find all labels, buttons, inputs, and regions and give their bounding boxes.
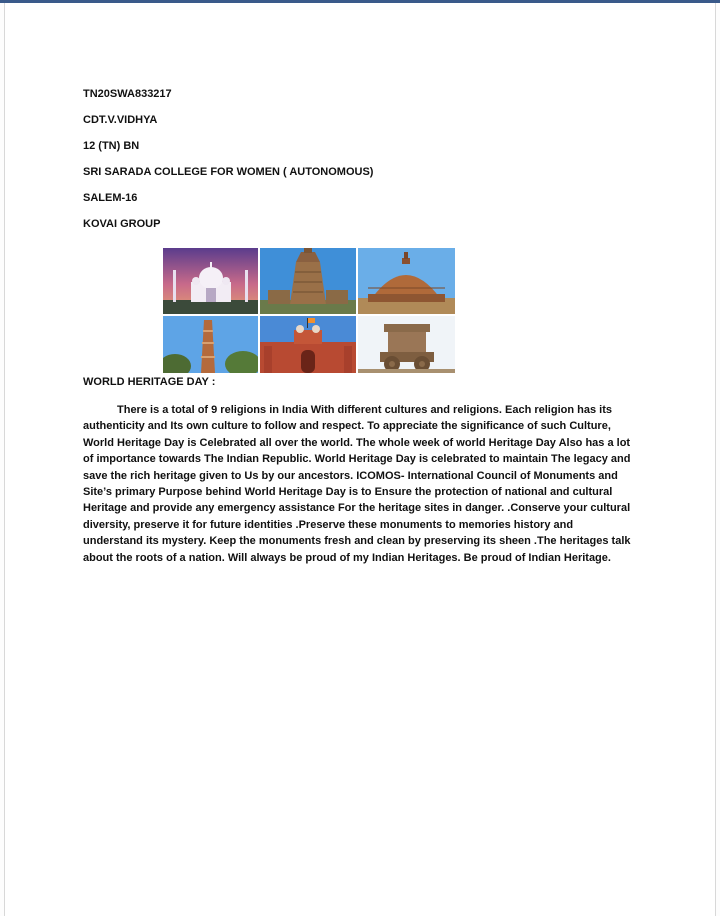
heritage-photo-collage <box>163 248 455 373</box>
temple-tower-photo <box>260 248 356 314</box>
cadet-name: CDT.V.VIDHYA <box>83 114 158 126</box>
taj-mahal-photo <box>163 248 258 314</box>
body-paragraph: There is a total of 9 religions in India With different cultures and religions. Each religion has its authenticity and Its own culture to follow and respect. To appreciate the significance of such Culture, World Heritage Day is Celebrated all over the world. The whole week of world Heritage Day Also has a lot of importance towards The Indian Republic. World Heritage Day is celebrated to maintain The legacy and save the rich heritage given to Us by our ancestors. ICOMOS- International Council of Monuments and Site’s primary Purpose behind World Heritage Day is to Ensure the protection of national and cultural Heritage and provide any emergency assistance For the heritage sites in danger. .Conserve your cultural diversity, preserve it for future identities .Preserve these monuments to memories history and understand its mystery. Keep the monuments fresh and clean by preserving its sheen .The heritages talk about the roots of a nation. Will always be proud of my Indian Heritages. Be proud of Indian Heritage. <box>83 404 631 564</box>
qutub-minar-photo <box>163 316 258 373</box>
section-heading: WORLD HERITAGE DAY : <box>83 376 216 388</box>
sanchi-stupa-photo <box>358 248 455 314</box>
stone-chariot-photo <box>358 316 455 373</box>
red-fort-photo <box>260 316 356 373</box>
battalion: 12 (TN) BN <box>83 140 140 152</box>
college-city: SALEM-16 <box>83 192 138 204</box>
group-name: KOVAI GROUP <box>83 218 161 230</box>
college-name: SRI SARADA COLLEGE FOR WOMEN ( AUTONOMOUS) <box>83 166 374 178</box>
registration-number: TN20SWA833217 <box>83 88 172 100</box>
